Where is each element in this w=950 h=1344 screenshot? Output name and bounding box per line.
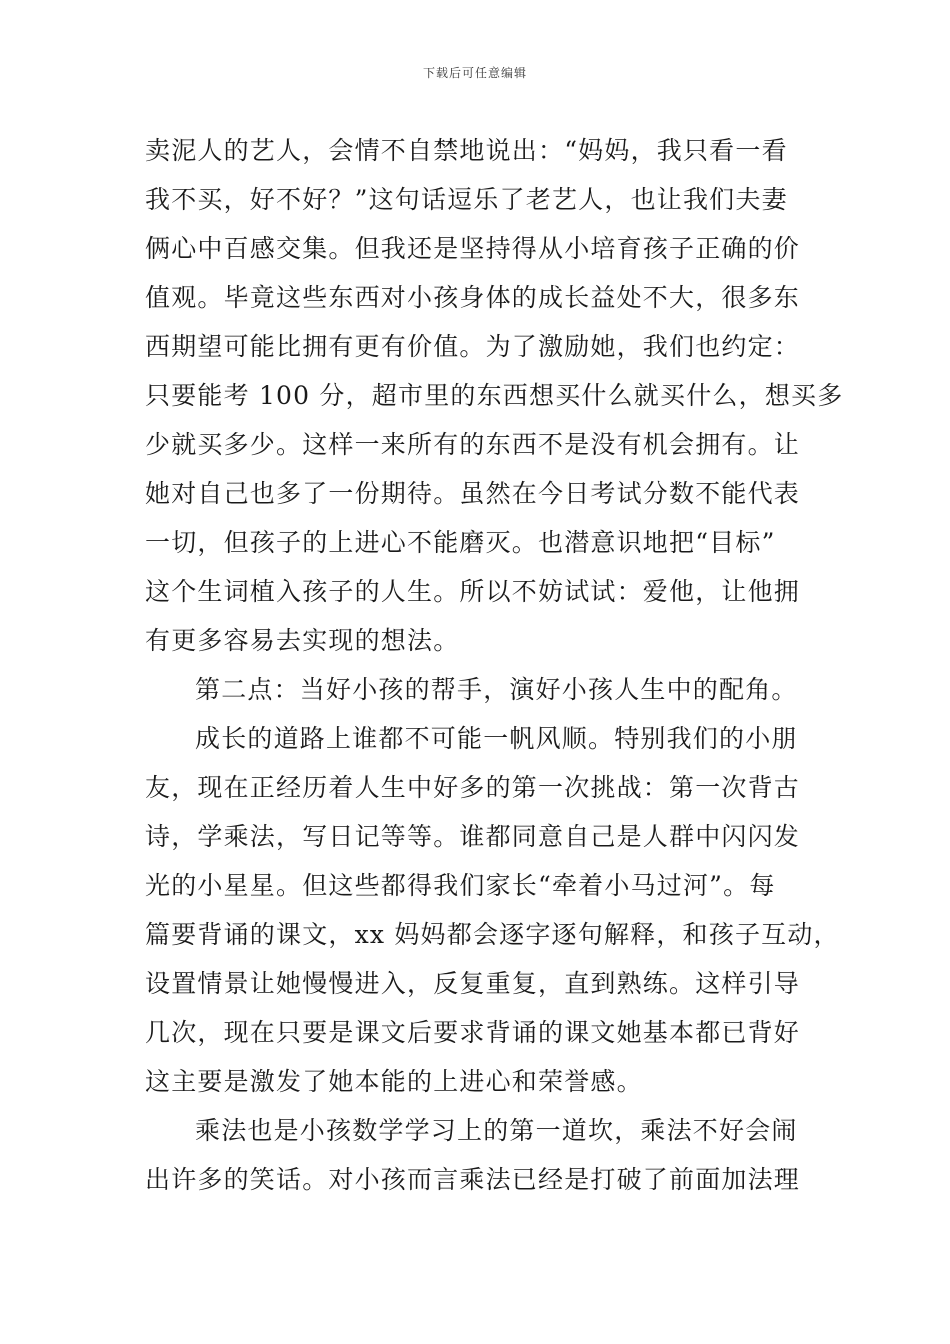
text-line: 我不买，好不好？”这句话逗乐了老艺人，也让我们夫妻 [145, 185, 788, 214]
document-body [145, 126, 844, 1204]
page-header: 下载后可任意编辑 [422, 66, 527, 80]
text-line: 诗，学乘法，写日记等等。谁都同意自己是人群中闪闪发 [145, 822, 801, 851]
paragraph-start: 成长的道路上谁都不可能一帆风顺。特别我们的小朋 [195, 724, 798, 753]
text-line: 几次，现在只要是课文后要求背诵的课文她基本都已背好 [145, 1018, 801, 1047]
section-heading: 第二点：当好小孩的帮手，演好小孩人生中的配角。 [195, 675, 798, 704]
text-line: 光的小星星。但这些都得我们家长“牵着小马过河”。每 [145, 871, 776, 900]
text-line: 少就买多少。这样一来所有的东西不是没有机会拥有。让 [145, 430, 801, 459]
text-line: 她对自己也多了一份期待。虽然在今日考试分数不能代表 [145, 479, 801, 508]
text-line: 有更多容易去实现的想法。 [145, 626, 460, 655]
text-line: 友，现在正经历着人生中好多的第一次挑战：第一次背古 [145, 773, 801, 802]
text-line: 篇要背诵的课文，xx 妈妈都会逐字逐句解释，和孩子互动， [145, 920, 840, 949]
text-line: 这主要是激发了她本能的上进心和荣誉感。 [145, 1067, 643, 1096]
paragraph-start: 乘法也是小孩数学学习上的第一道坎，乘法不好会闹 [195, 1116, 798, 1145]
text-line: 俩心中百感交集。但我还是坚持得从小培育孩子正确的价 [145, 234, 801, 263]
text-line: 这个生词植入孩子的人生。所以不妨试试：爱他，让他拥 [145, 577, 801, 606]
text-line: 值观。毕竟这些东西对小孩身体的成长益处不大，很多东 [145, 283, 801, 312]
text-line: 卖泥人的艺人，会情不自禁地说出：“妈妈，我只看一看 [145, 136, 788, 165]
text-line: 一切，但孩子的上进心不能磨灭。也潜意识地把“目标” [145, 528, 776, 557]
text-line: 西期望可能比拥有更有价值。为了激励她，我们也约定： [145, 332, 801, 361]
text-line: 设置情景让她慢慢进入，反复重复，直到熟练。这样引导 [145, 969, 801, 998]
text-line: 只要能考 100 分，超市里的东西想买什么就买什么，想买多 [145, 381, 844, 410]
text-line: 出许多的笑话。对小孩而言乘法已经是打破了前面加法理 [145, 1165, 801, 1194]
